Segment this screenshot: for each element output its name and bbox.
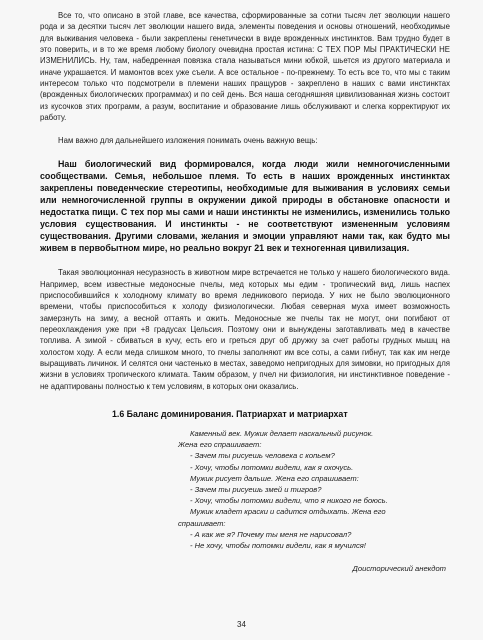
body-paragraph-2: Нам важно для дальнейшего изложения понимать очень важную вещь: <box>58 136 318 146</box>
epigraph-line-9: спрашивает: <box>178 518 226 528</box>
section-heading: 1.6 Баланс доминирования. Патриархат и матриархат <box>112 408 348 419</box>
page-number: 34 <box>237 620 246 629</box>
epigraph-line-3: - Зачем ты рисуешь человека с копьем? <box>190 451 335 461</box>
epigraph-line-8: Мужик кладет краски и садится отдыхать. Жена его <box>190 507 386 517</box>
page-content <box>40 10 450 574</box>
epigraph-line-4: - Хочу, чтобы потомки видели, как я охочусь. <box>190 462 354 472</box>
epigraph-author: Доисторический анекдот <box>352 564 446 574</box>
epigraph-line-11: - Не хочу, чтобы потомки видели, как я мучился! <box>190 540 366 550</box>
body-paragraph-1: Все то, что описано в этой главе, все качества, сформированные за сотни тысяч лет эволюции нашего рода и за десятки тысяч лет эволюции нашего вида, элементы поведения и основы отношений, необходимые для выживания человека - были закреплены генетически в виде врожденных инстинктов. Вам трудно будет в это поверить, и в то же время любому биологу очевидна простая истина: С ТЕХ ПОР МЫ ПРАКТИЧЕСКИ НЕ ИЗМЕНИЛИСЬ. Ну, там, набедренная повязка стала называться мини юбкой, шьется из другого материала и иначе украшается. И мамонтов всех уже съели. А все остальное - по-прежнему. То есть все то, что мы с таким интересом только что подсмотрели в племени наших пращуров - закреплено в наших с вами инстинктах (врожденных биологических программах) и по сей день. Вся наша сегодняшняя цивилизованная жизнь состоит из кусочков этих программ, а разум, воспитание и образование лишь обслуживают и слегка корректируют их работу. <box>40 11 450 123</box>
bold-key-paragraph: Наш биологический вид формировался, когда люди жили немногочисленными сообществами. Семья, небольшое племя. То есть в наших врожденных инстинктах закреплены поведенческие стереотипы, необходимые для выживания в условиях семьи или немногочисленной группы в окружении дикой природы в обстановке опасности и недостатка пищи. С тех пор мы сами и наши инстинкты не изменились, изменились только условия существования. И инстинкты - не соответствуют измененным условиям существования. Другими словами, желания и эмоции управляют нами так, как будто мы живем в первобытном мире, но реально вокруг 21 век и техногенная цивилизация. <box>40 158 450 254</box>
epigraph-line-6: - Зачем ты рисуешь змей и тигров? <box>190 484 322 494</box>
epigraph-line-5: Мужик рисует дальше. Жена его спрашивает: <box>190 473 359 483</box>
body-paragraph-bees: Такая эволюционная несуразность в животном мире встречается не только у нашего биологического вида. Например, всем известные медоносные пчелы, мед которых мы едим - тропический вид, лишь наспех приспособившийся к холодному климату во время ледникового периода. У них не было эволюционного времени, чтобы приспособиться к холоду физиологически. Любая северная муха имеет возможность замерзнуть на зиму, а весной оттаять и ожить. Медоносные же пчелы так не могут, они погибают от переохлаждения уже при +8 градусах Цельсия. Поэтому они и вынуждены заготавливать мед в качестве топлива. А зимой - сбиваться в кучу, есть его и греться друг об дружку за счет работы грудных мышц на холостом ходу. А если меда слишком много, то пчелы заполняют им все соты, а сами гибнут, так как им негде выращивать личинок. И селятся они частенько в местах, заведомо непригодных для зимовки, но пригодных для жизни в условиях тропического климата. Таким образом, у пчел ни физиология, ни инстинктивное поведение - не адаптированы полностью к тем условиям, в которых они оказались. <box>40 268 450 391</box>
epigraph-line-10: - А как же я? Почему ты меня не нарисовал? <box>190 529 352 539</box>
epigraph-line-1: Каменный век. Мужик делает наскальный рисунок. <box>190 428 374 438</box>
epigraph <box>178 428 450 574</box>
epigraph-line-2: Жена его спрашивает: <box>178 440 262 450</box>
epigraph-line-7: - Хочу, чтобы потомки видели, что я никого не боюсь. <box>190 496 388 506</box>
